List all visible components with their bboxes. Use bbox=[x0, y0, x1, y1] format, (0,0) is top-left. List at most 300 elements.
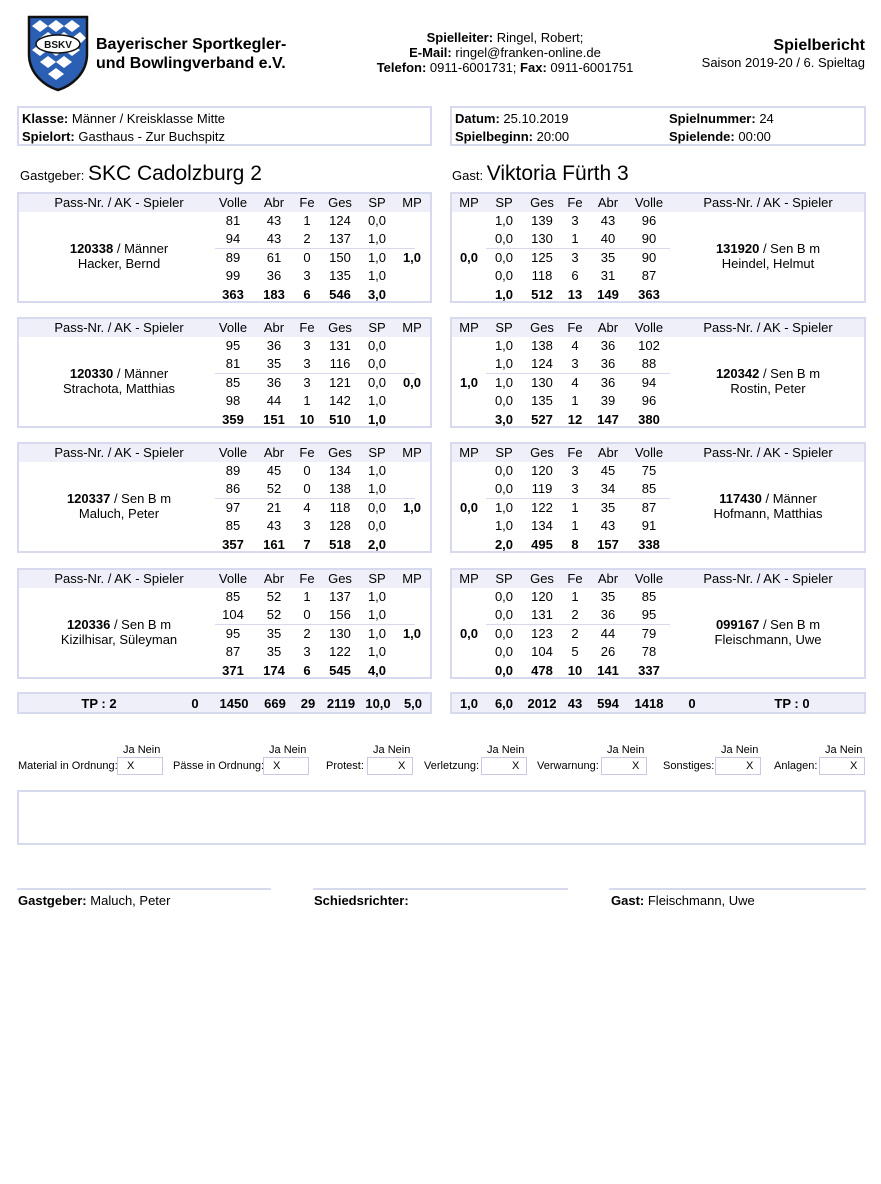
home-cell-fe: 0 bbox=[303, 607, 311, 623]
away-cell-sp: 1,0 bbox=[494, 499, 514, 515]
player-age-class: / Männer bbox=[761, 491, 817, 506]
column-header-ges: Ges bbox=[328, 195, 352, 210]
player-pass-line bbox=[668, 491, 868, 506]
home-cell-ges: 142 bbox=[329, 393, 351, 409]
away-cell-volle: 95 bbox=[641, 607, 657, 623]
home-cell-ges: 130 bbox=[329, 625, 351, 641]
away-cell-abr: 36 bbox=[600, 607, 616, 623]
home-signature bbox=[18, 893, 170, 908]
report-heading bbox=[702, 36, 865, 70]
away-cell-abr: 39 bbox=[600, 393, 616, 409]
home-total-sp: 1,0 bbox=[367, 411, 387, 427]
column-header-sp: SP bbox=[368, 445, 386, 460]
home-total-volle: 371 bbox=[222, 662, 244, 678]
home-cell-fe: 0 bbox=[303, 463, 311, 478]
away-player-block bbox=[450, 317, 866, 428]
match-date-box bbox=[450, 106, 866, 146]
check-ja-label: Ja bbox=[373, 744, 385, 756]
away-total-fe: 10 bbox=[567, 662, 583, 678]
check-box[interactable] bbox=[715, 757, 761, 775]
home-cell-abr: 52 bbox=[266, 607, 282, 623]
home-cell-ges: 138 bbox=[329, 481, 351, 497]
player-pass-line bbox=[19, 617, 219, 632]
home-cell-ges: 121 bbox=[329, 374, 351, 390]
check-ja-label: Ja bbox=[825, 744, 837, 756]
player-name: Fleischmann, Uwe bbox=[714, 632, 822, 647]
away-total-abr: 149 bbox=[597, 286, 619, 302]
home-cell-volle: 85 bbox=[225, 589, 241, 604]
home-mp-value: 0,0 bbox=[402, 374, 422, 390]
home-total-ges: 518 bbox=[329, 536, 351, 552]
home-cell-abr: 36 bbox=[266, 374, 282, 390]
fax-value: 0911-6001751 bbox=[550, 60, 634, 75]
column-header-abr: Abr bbox=[263, 445, 285, 460]
away-cell-sp: 1,0 bbox=[494, 374, 514, 390]
home-cell-ges: 122 bbox=[329, 644, 351, 660]
check-ja-nein-header bbox=[721, 744, 758, 756]
column-header-ges: Ges bbox=[530, 571, 554, 586]
home-total-mp: 5,0 bbox=[403, 696, 423, 711]
home-total-fe: 29 bbox=[300, 696, 316, 711]
away-team-name: Viktoria Fürth 3 bbox=[486, 162, 629, 185]
spielnummer-label: Spielnummer: bbox=[669, 111, 756, 126]
away-total-ges: 2012 bbox=[527, 696, 557, 711]
spielleiter-value: Ringel, Robert; bbox=[496, 30, 584, 45]
away-cell-fe: 6 bbox=[571, 268, 579, 284]
check-nein-label: Nein bbox=[387, 744, 411, 756]
away-player-block bbox=[450, 442, 866, 553]
away-cell-volle: 90 bbox=[641, 231, 657, 247]
home-signature-name: Maluch, Peter bbox=[90, 893, 171, 908]
away-total-abr: 157 bbox=[597, 536, 619, 552]
column-header-fe: Fe bbox=[567, 571, 583, 586]
column-header-abr: Abr bbox=[597, 195, 619, 210]
away-cell-fe: 1 bbox=[571, 518, 579, 534]
home-total-volle: 363 bbox=[222, 286, 244, 302]
column-header-abr: Abr bbox=[263, 320, 285, 335]
away-cell-ges: 134 bbox=[531, 518, 553, 534]
home-cell-sp: 1,0 bbox=[367, 589, 387, 604]
home-total-ges: 510 bbox=[329, 411, 351, 427]
home-cell-abr: 36 bbox=[266, 268, 282, 284]
check-nein-label: Nein bbox=[501, 744, 525, 756]
home-player-block bbox=[17, 317, 432, 428]
row-separator bbox=[215, 498, 415, 499]
away-total-sp: 3,0 bbox=[494, 411, 514, 427]
home-total-volle: 1450 bbox=[219, 696, 249, 711]
check-nein-label: Nein bbox=[839, 744, 863, 756]
away-total-fe: 43 bbox=[567, 696, 583, 711]
logo-text: BSKV bbox=[44, 40, 72, 51]
away-cell-volle: 90 bbox=[641, 249, 657, 265]
column-header-player: Pass-Nr. / AK - Spieler bbox=[703, 445, 833, 460]
player-age-class: / Sen B m bbox=[759, 366, 821, 381]
column-header-volle: Volle bbox=[634, 445, 664, 460]
home-team-name: SKC Cadolzburg 2 bbox=[87, 162, 262, 185]
home-signature-label: Gastgeber: bbox=[18, 893, 87, 908]
home-total-abr: 151 bbox=[263, 411, 285, 427]
player-pass-line bbox=[19, 241, 219, 256]
column-header-mp: MP bbox=[459, 320, 479, 335]
home-total-ges: 546 bbox=[329, 286, 351, 302]
away-total-volle: 380 bbox=[638, 411, 660, 427]
away-total-volle: 1418 bbox=[634, 696, 664, 711]
home-cell-sp: 1,0 bbox=[367, 249, 387, 265]
away-cell-abr: 35 bbox=[600, 249, 616, 265]
home-cell-volle: 94 bbox=[225, 231, 241, 247]
home-team bbox=[20, 162, 262, 186]
spielende-label: Spielende: bbox=[669, 129, 735, 144]
home-cell-sp: 1,0 bbox=[367, 268, 387, 284]
away-cell-volle: 87 bbox=[641, 499, 657, 515]
column-header-fe: Fe bbox=[299, 195, 315, 210]
home-total-sp: 10,0 bbox=[365, 696, 391, 711]
column-header-player: Pass-Nr. / AK - Spieler bbox=[703, 320, 833, 335]
home-cell-fe: 3 bbox=[303, 518, 311, 534]
telefon-value: 0911-6001731; bbox=[429, 60, 517, 75]
column-header-sp: SP bbox=[495, 320, 513, 335]
home-cell-abr: 52 bbox=[266, 481, 282, 497]
check-ja-nein-header bbox=[487, 744, 524, 756]
spielbeginn-value: 20:00 bbox=[536, 129, 570, 144]
away-mp-value: 0,0 bbox=[459, 499, 479, 515]
home-cell-volle: 89 bbox=[225, 463, 241, 478]
home-cell-volle: 87 bbox=[225, 644, 241, 660]
column-header-fe: Fe bbox=[299, 445, 315, 460]
away-cell-volle: 96 bbox=[641, 213, 657, 228]
away-total-volle: 363 bbox=[638, 286, 660, 302]
column-header-volle: Volle bbox=[218, 445, 248, 460]
column-header-ges: Ges bbox=[328, 320, 352, 335]
home-cell-ges: 118 bbox=[329, 499, 351, 515]
report-subtitle: Saison 2019-20 / 6. Spieltag bbox=[701, 55, 865, 70]
column-header-sp: SP bbox=[368, 320, 386, 335]
away-cell-ges: 120 bbox=[531, 463, 553, 478]
away-cell-sp: 1,0 bbox=[494, 213, 514, 228]
home-cell-ges: 137 bbox=[329, 231, 351, 247]
column-header-fe: Fe bbox=[299, 571, 315, 586]
check-ja-label: Ja bbox=[487, 744, 499, 756]
home-cell-fe: 3 bbox=[303, 374, 311, 390]
player-name: Heindel, Helmut bbox=[721, 256, 815, 271]
home-cell-volle: 81 bbox=[225, 356, 241, 372]
away-cell-volle: 87 bbox=[641, 268, 657, 284]
away-cell-fe: 2 bbox=[571, 607, 579, 623]
home-cell-abr: 35 bbox=[266, 644, 282, 660]
org-line-2: und Bowlingverband e.V. bbox=[96, 55, 286, 72]
away-total-ges: 495 bbox=[531, 536, 553, 552]
fax-label: Fax: bbox=[520, 60, 547, 75]
check-ja-nein-header bbox=[373, 744, 410, 756]
player-pass-number: 120337 bbox=[66, 491, 111, 506]
player-name: Rostin, Peter bbox=[730, 381, 806, 396]
home-tp: TP : 2 bbox=[81, 696, 117, 711]
check-ja-label: Ja bbox=[123, 744, 135, 756]
away-cell-sp: 1,0 bbox=[494, 338, 514, 353]
away-cell-fe: 3 bbox=[571, 249, 579, 265]
home-cell-abr: 43 bbox=[266, 231, 282, 247]
home-total-volle: 357 bbox=[222, 536, 244, 552]
away-cell-ges: 131 bbox=[531, 607, 553, 623]
check-label: Verletzung: bbox=[424, 760, 480, 772]
home-cell-abr: 61 bbox=[266, 249, 282, 265]
home-cell-fe: 3 bbox=[303, 644, 311, 660]
column-header-volle: Volle bbox=[218, 195, 248, 210]
row-separator bbox=[486, 373, 670, 374]
column-header-fe: Fe bbox=[567, 445, 583, 460]
column-header-mp: MP bbox=[402, 445, 422, 460]
check-label: Protest: bbox=[326, 760, 364, 772]
column-header-mp: MP bbox=[459, 445, 479, 460]
home-mp-value: 1,0 bbox=[402, 625, 422, 641]
home-zero: 0 bbox=[191, 696, 199, 711]
home-cell-fe: 0 bbox=[303, 249, 311, 265]
away-total-abr: 594 bbox=[597, 696, 619, 711]
away-cell-ges: 135 bbox=[531, 393, 553, 409]
away-total-abr: 147 bbox=[597, 411, 619, 427]
column-header-volle: Volle bbox=[634, 571, 664, 586]
column-header-sp: SP bbox=[368, 195, 386, 210]
away-total-volle: 337 bbox=[638, 662, 660, 678]
check-mark: X bbox=[512, 760, 520, 772]
away-player-block bbox=[450, 192, 866, 303]
away-player bbox=[668, 491, 868, 521]
column-header-volle: Volle bbox=[218, 320, 248, 335]
home-cell-fe: 0 bbox=[303, 481, 311, 497]
away-total-volle: 338 bbox=[638, 536, 660, 552]
check-label: Sonstiges: bbox=[663, 760, 715, 772]
spielort-value: Gasthaus - Zur Buchspitz bbox=[78, 129, 226, 144]
away-cell-abr: 35 bbox=[600, 589, 616, 604]
report-title: Spielbericht bbox=[773, 37, 865, 54]
contact-block bbox=[340, 30, 670, 75]
column-header-player: Pass-Nr. / AK - Spieler bbox=[54, 320, 184, 335]
check-label: Material in Ordnung: bbox=[18, 760, 118, 772]
klasse-value: Männer / Kreisklasse Mitte bbox=[71, 111, 226, 126]
home-cell-volle: 85 bbox=[225, 518, 241, 534]
away-cell-fe: 3 bbox=[571, 356, 579, 372]
away-cell-ges: 104 bbox=[531, 644, 553, 660]
home-cell-volle: 98 bbox=[225, 393, 241, 409]
home-cell-volle: 95 bbox=[225, 625, 241, 641]
home-cell-fe: 2 bbox=[303, 625, 311, 641]
referee-signature-label: Schiedsrichter: bbox=[314, 893, 409, 908]
home-cell-sp: 1,0 bbox=[367, 607, 387, 623]
home-cell-ges: 134 bbox=[329, 463, 351, 478]
column-header-mp: MP bbox=[402, 571, 422, 586]
column-header-fe: Fe bbox=[299, 320, 315, 335]
home-player bbox=[19, 491, 219, 521]
check-mark: X bbox=[850, 760, 858, 772]
check-nein-label: Nein bbox=[621, 744, 645, 756]
away-cell-fe: 1 bbox=[571, 231, 579, 247]
away-cell-volle: 102 bbox=[638, 338, 660, 353]
home-cell-fe: 1 bbox=[303, 213, 311, 228]
away-cell-abr: 34 bbox=[600, 481, 616, 497]
home-cell-ges: 135 bbox=[329, 268, 351, 284]
home-cell-sp: 0,0 bbox=[367, 356, 387, 372]
datum-value: 25.10.2019 bbox=[503, 111, 569, 126]
away-total-ges: 478 bbox=[531, 662, 553, 678]
away-cell-abr: 35 bbox=[600, 499, 616, 515]
away-cell-ges: 130 bbox=[531, 231, 553, 247]
home-cell-sp: 1,0 bbox=[367, 481, 387, 497]
away-cell-abr: 44 bbox=[600, 625, 616, 641]
away-signature-name: Fleischmann, Uwe bbox=[647, 893, 755, 908]
column-header-abr: Abr bbox=[597, 320, 619, 335]
check-ja-nein-header bbox=[123, 744, 160, 756]
away-cell-ges: 124 bbox=[531, 356, 553, 372]
check-box[interactable] bbox=[367, 757, 413, 775]
home-total-ges: 545 bbox=[329, 662, 351, 678]
away-cell-fe: 4 bbox=[571, 374, 579, 390]
player-age-class: / Männer bbox=[113, 366, 169, 381]
check-box[interactable] bbox=[263, 757, 309, 775]
home-cell-volle: 99 bbox=[225, 268, 241, 284]
home-cell-ges: 128 bbox=[329, 518, 351, 534]
home-total-sp: 2,0 bbox=[367, 536, 387, 552]
home-cell-sp: 1,0 bbox=[367, 231, 387, 247]
away-total-sp: 1,0 bbox=[494, 286, 514, 302]
column-header-player: Pass-Nr. / AK - Spieler bbox=[703, 571, 833, 586]
check-ja-label: Ja bbox=[721, 744, 733, 756]
away-total-fe: 13 bbox=[567, 286, 583, 302]
referee-signature-line bbox=[313, 888, 568, 890]
away-cell-abr: 43 bbox=[600, 518, 616, 534]
org-line-1: Bayerischer Sportkegler- bbox=[96, 36, 287, 53]
home-cell-fe: 2 bbox=[303, 231, 311, 247]
check-mark: X bbox=[127, 760, 135, 772]
home-cell-ges: 131 bbox=[329, 338, 351, 353]
home-cell-volle: 85 bbox=[225, 374, 241, 390]
column-header-mp: MP bbox=[402, 320, 422, 335]
home-cell-ges: 150 bbox=[329, 249, 351, 265]
home-total-abr: 669 bbox=[264, 696, 286, 711]
away-cell-sp: 0,0 bbox=[494, 625, 514, 641]
home-total-ges: 2119 bbox=[326, 696, 356, 711]
player-pass-line bbox=[668, 617, 868, 632]
away-total-ges: 527 bbox=[531, 411, 553, 427]
check-ja-label: Ja bbox=[269, 744, 281, 756]
column-header-fe: Fe bbox=[567, 320, 583, 335]
home-cell-sp: 0,0 bbox=[367, 338, 387, 353]
column-header-volle: Volle bbox=[634, 195, 664, 210]
column-header-sp: SP bbox=[495, 571, 513, 586]
away-player bbox=[668, 241, 868, 271]
player-pass-number: 120336 bbox=[66, 617, 111, 632]
away-total-sp: 0,0 bbox=[494, 662, 514, 678]
klasse-label: Klasse: bbox=[22, 111, 69, 126]
away-cell-ges: 119 bbox=[531, 481, 553, 497]
check-label: Verwarnung: bbox=[537, 760, 599, 772]
row-separator bbox=[486, 498, 670, 499]
referee-signature bbox=[314, 893, 409, 908]
away-mp-value: 0,0 bbox=[459, 625, 479, 641]
column-header-player: Pass-Nr. / AK - Spieler bbox=[54, 571, 184, 586]
home-cell-fe: 1 bbox=[303, 393, 311, 409]
away-cell-volle: 91 bbox=[641, 518, 657, 534]
away-total-fe: 8 bbox=[571, 536, 579, 552]
home-signature-line bbox=[17, 888, 271, 890]
check-box[interactable] bbox=[117, 757, 163, 775]
check-box[interactable] bbox=[481, 757, 527, 775]
player-pass-number: 131920 bbox=[715, 241, 760, 256]
away-cell-sp: 0,0 bbox=[494, 268, 514, 284]
column-header-player: Pass-Nr. / AK - Spieler bbox=[54, 445, 184, 460]
away-cell-sp: 0,0 bbox=[494, 481, 514, 497]
away-cell-volle: 75 bbox=[641, 463, 657, 478]
home-cell-abr: 43 bbox=[266, 213, 282, 228]
row-separator bbox=[486, 624, 670, 625]
player-pass-number: 120330 bbox=[69, 366, 114, 381]
home-player bbox=[19, 241, 219, 271]
home-total-sp: 3,0 bbox=[367, 286, 387, 302]
row-separator bbox=[215, 248, 415, 249]
home-cell-ges: 137 bbox=[329, 589, 351, 604]
email-value: ringel@franken-online.de bbox=[455, 45, 601, 60]
home-cell-abr: 36 bbox=[266, 338, 282, 353]
datum-label: Datum: bbox=[455, 111, 500, 126]
home-cell-abr: 45 bbox=[266, 463, 282, 478]
player-name: Kizilhisar, Süleyman bbox=[60, 632, 178, 647]
away-cell-sp: 0,0 bbox=[494, 463, 514, 478]
player-age-class: / Sen B m bbox=[759, 241, 821, 256]
column-header-ges: Ges bbox=[328, 445, 352, 460]
column-header-sp: SP bbox=[495, 445, 513, 460]
away-cell-volle: 78 bbox=[641, 644, 657, 660]
away-total-sp: 2,0 bbox=[494, 536, 514, 552]
home-cell-volle: 97 bbox=[225, 499, 241, 515]
check-nein-label: Nein bbox=[137, 744, 161, 756]
away-cell-fe: 3 bbox=[571, 481, 579, 497]
away-cell-fe: 1 bbox=[571, 393, 579, 409]
home-player-block bbox=[17, 442, 432, 553]
check-mark: X bbox=[398, 760, 406, 772]
home-cell-volle: 95 bbox=[225, 338, 241, 353]
home-cell-abr: 35 bbox=[266, 356, 282, 372]
home-player-block bbox=[17, 192, 432, 303]
check-box[interactable] bbox=[819, 757, 865, 775]
home-cell-fe: 4 bbox=[303, 499, 311, 515]
away-cell-fe: 2 bbox=[571, 625, 579, 641]
away-cell-sp: 0,0 bbox=[494, 249, 514, 265]
away-cell-volle: 79 bbox=[641, 625, 657, 641]
away-team-label: Gast: bbox=[452, 168, 484, 183]
check-ja-nein-header bbox=[269, 744, 306, 756]
column-header-abr: Abr bbox=[597, 445, 619, 460]
home-total-fe: 7 bbox=[303, 536, 311, 552]
player-name: Strachota, Matthias bbox=[63, 381, 175, 396]
spielleiter-label: Spielleiter: bbox=[426, 30, 494, 45]
away-cell-abr: 43 bbox=[600, 213, 616, 228]
notes-box[interactable] bbox=[17, 790, 866, 845]
away-cell-ges: 122 bbox=[531, 499, 553, 515]
away-cell-sp: 0,0 bbox=[494, 231, 514, 247]
spielnummer-value: 24 bbox=[759, 111, 774, 126]
home-cell-abr: 21 bbox=[266, 499, 282, 515]
check-box[interactable] bbox=[601, 757, 647, 775]
away-total-mp: 1,0 bbox=[459, 696, 479, 711]
away-cell-abr: 36 bbox=[600, 374, 616, 390]
away-signature bbox=[611, 893, 755, 908]
player-pass-line bbox=[668, 366, 868, 381]
home-total-abr: 174 bbox=[263, 662, 285, 678]
home-team-label: Gastgeber: bbox=[20, 168, 85, 183]
home-player bbox=[19, 366, 219, 396]
check-label: Anlagen: bbox=[774, 760, 818, 772]
column-header-mp: MP bbox=[402, 195, 422, 210]
check-label: Pässe in Ordnung: bbox=[173, 760, 265, 772]
